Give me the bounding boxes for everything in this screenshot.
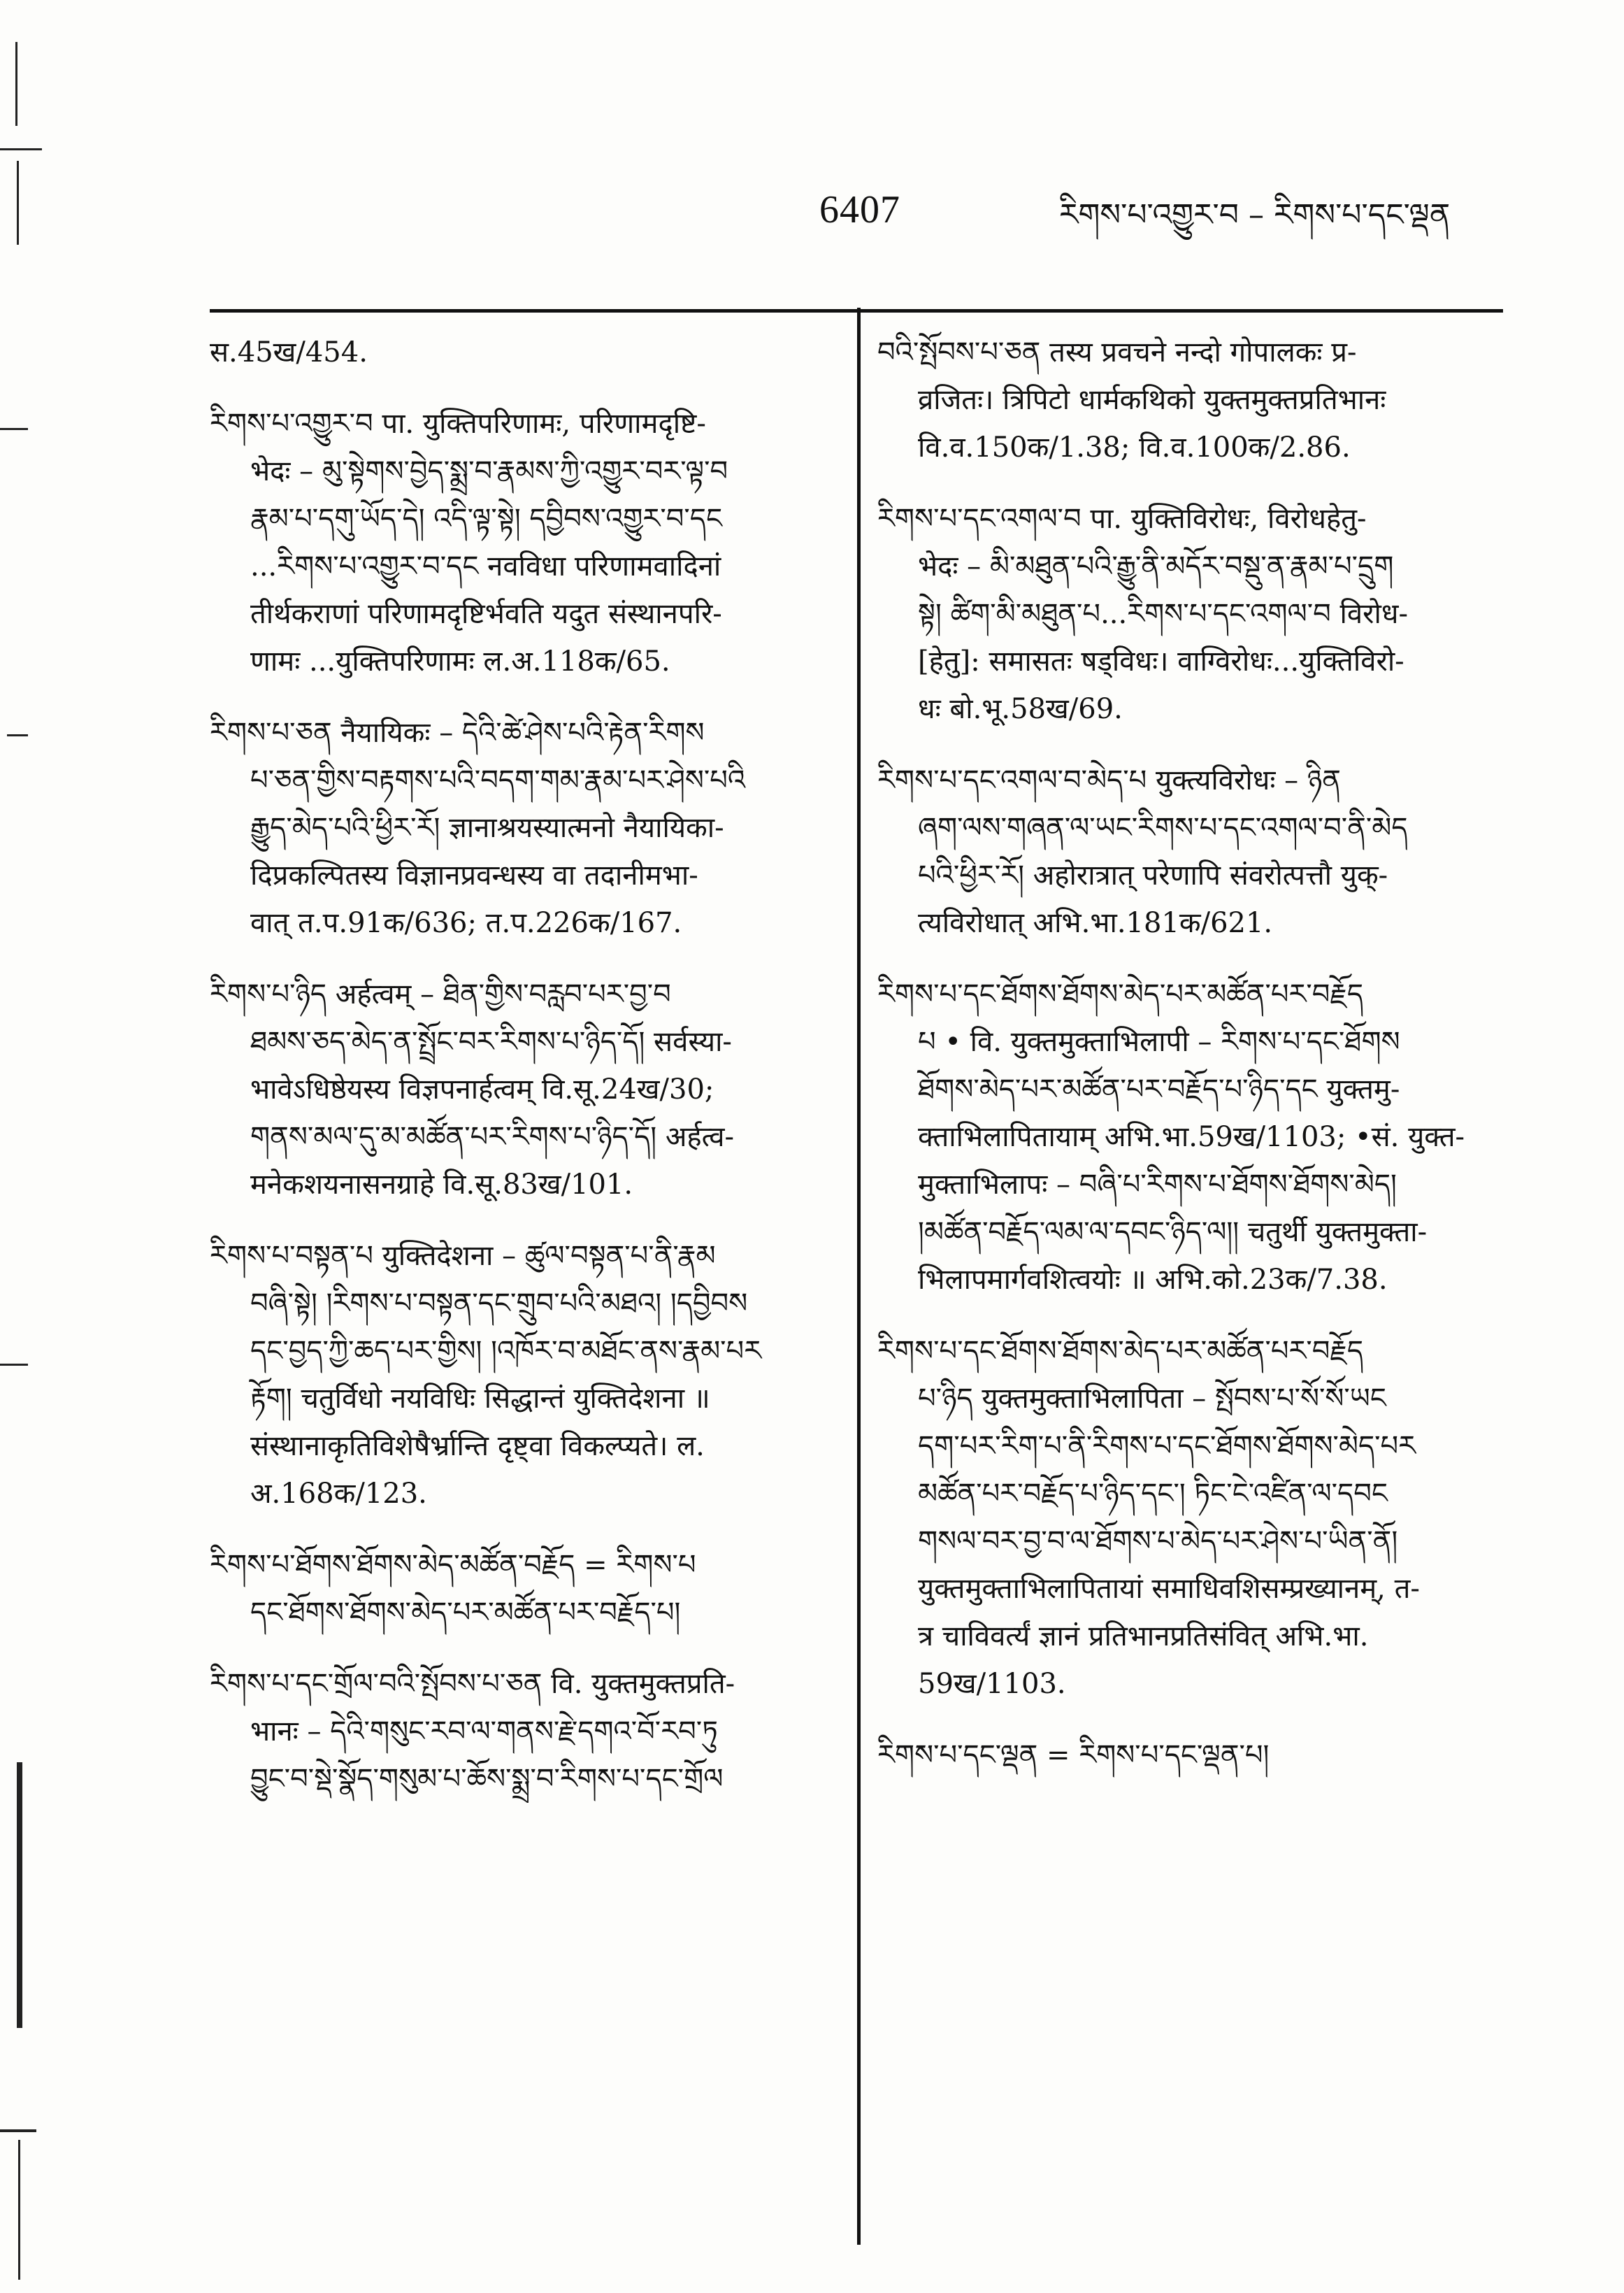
entry-text-line: །མཚོན་བརྗོད་ལམ་ལ་དབང་ཉིད་ལ།། चतुर्थी युक्तमुक्ता-	[918, 1216, 1428, 1248]
entry-text-line: རྣམ་པ་དགུ་ཡོད་དེ། འདི་ལྟ་སྟེ། དབྱིབས་འགྱུར་བ་དང	[250, 503, 723, 535]
entry-text-line: 59ख/1103.	[918, 1668, 1066, 1700]
entry-text-line: भानः – དེའི་གསུང་རབ་ལ་གནས་རྗེ་དགའ་བོ་རབ་ཏུ	[250, 1715, 718, 1748]
entry-text-line: པ • वि. युक्तमुक्ताभिलापी – རིགས་པ་དང་ཐོགས	[918, 1026, 1400, 1058]
entry-text-line: རྒྱུད་མེད་པའི་ཕྱིར་རོ། ज्ञानाश्रयस्यात्मनो नैयायिका-	[250, 812, 724, 844]
entry-headword-line: རིགས་པ་ཐོགས་ཐོགས་མེད་མཚོན་བརྗོད = རིགས་པ	[210, 1549, 696, 1581]
entry-text-line: སྟེ། ཚིག་མི་མཐུན་པ...རིགས་པ་དང་འགལ་བ विरोध-	[918, 598, 1408, 630]
entry-headword-line: རིགས་པ་བསྟན་པ युक्तिदेशना – ཚུལ་བསྟན་པ་ནི་རྣམ	[210, 1240, 716, 1272]
entry-text-line: क्ताभिलापितायाम् अभि.भा.59ख/1103; •सं. युक्त-	[918, 1121, 1465, 1153]
entry-text-line: མཚོན་པར་བརྗོད་པ་ཉིད་དང་། ཏིང་ངེ་འཛིན་ལ་དབང	[918, 1478, 1388, 1510]
column-divider	[857, 308, 861, 2245]
dictionary-entry	[210, 1541, 842, 1636]
entry-text-line: ཐམས་ཅད་མེད་ན་སྤྲོང་བར་རིགས་པ་ཉིད་དོ། सर्वस्या-	[250, 1026, 732, 1058]
entry-text-line: भेदः – མུ་སྟེགས་བྱེད་སྨྲ་བ་རྣམས་ཀྱི་འགྱུར་བར་ལྟ་བ	[250, 455, 728, 487]
page-number: 6407	[819, 188, 900, 231]
entry-text-line: संस्थानाकृतिविशेषैर्भ्रान्ति दृष्ट्वा विकल्प्यते। ल.	[250, 1430, 705, 1462]
entry-text-line: དང་ཐོགས་ཐོགས་མེད་པར་མཚོན་པར་བརྗོད་པ།	[250, 1596, 681, 1629]
entry-headword-line: རིགས་པ་དང་ཐོགས་ཐོགས་མེད་པར་མཚོན་པར་བརྗོད	[877, 978, 1363, 1010]
header-rule	[210, 309, 1503, 313]
scan-edge-tick	[0, 428, 28, 430]
entry-text-line: त्यविरोधात् अभि.भा.181क/621.	[918, 907, 1273, 939]
entry-headword-line: རིགས་པ་དང་གྲོལ་བའི་སྤོབས་པ་ཅན वि. युक्तमुक्तप्रति-	[210, 1668, 735, 1700]
entry-headword-line: རིགས་པ་དང་ཐོགས་ཐོགས་མེད་པར་མཚོན་པར་བརྗོད	[877, 1335, 1363, 1367]
entry-text-line: དག་པར་རིག་པ་ནི་རིགས་པ་དང་ཐོགས་ཐོགས་མེད་པར	[918, 1430, 1416, 1462]
dictionary-entry	[877, 757, 1507, 947]
entry-text-line: तीर्थकराणां परिणामदृष्टिर्भवति यदुत संस्थानपरि-	[250, 598, 722, 630]
dictionary-entry	[877, 1731, 1507, 1779]
entry-text-line: भेदः – མི་མཐུན་པའི་རྒྱུ་ནི་མདོར་བསྡུ་ན་རྣམ་པ་དྲུག	[918, 550, 1394, 583]
entry-text-line: मुक्ताभिलापः – བཞི་པ་རིགས་པ་ཐོགས་ཐོགས་མེད།	[918, 1169, 1397, 1201]
scan-edge-tick	[0, 2129, 36, 2132]
entry-headword-line: རིགས་པ་དང་འགལ་བ་མེད་པ युक्त्यविरोधः – ཉིན	[877, 764, 1341, 797]
entry-text-line: भिलापमार्गवशित्वयोः ॥ अभि.को.23क/7.38.	[918, 1264, 1388, 1296]
entry-headword-line: རིགས་པ་ཉིད अर्हत्वम् – ཐིན་གྱིས་བརླབ་པར་བྱ་བ	[210, 978, 671, 1010]
entry-text-line: ཞག་ལས་གཞན་ལ་ཡང་རིགས་པ་དང་འགལ་བ་ནི་མེད	[918, 812, 1408, 844]
entry-text-line: གསལ་བར་བྱ་བ་ལ་ཐོགས་པ་མེད་པར་ཤེས་པ་ཡིན་ནོ།	[918, 1525, 1398, 1557]
scan-edge-bar	[17, 1762, 22, 2028]
dictionary-entry	[210, 1660, 842, 1803]
entry-text-line: णामः ...युक्तिपरिणामः ल.अ.118क/65.	[250, 645, 670, 678]
entry-text-line: युक्तमुक्ताभिलापितायां समाधिवशिसम्प्रख्यानम्, त-	[918, 1573, 1420, 1605]
entry-text-line: ཐོགས་མེད་པར་མཚོན་པར་བརྗོད་པ་ཉིད་དང युक्तमु-	[918, 1073, 1400, 1106]
scan-edge-tick	[0, 1364, 28, 1366]
dictionary-entry	[210, 971, 842, 1208]
entry-text-line: གནས་མལ་དུ་མ་མཚོན་པར་རིགས་པ་ཉིད་དོ། अर्हत्व-	[250, 1121, 734, 1153]
scan-edge-line	[15, 42, 17, 126]
entry-text-line: ...རིགས་པ་འགྱུར་བ་དང नवविधा परिणामवादिनां	[250, 550, 721, 583]
entry-text-line: [हेतु]: समासतः षड्विधः। वाग्विरोधः...युक्तिविरो-	[918, 645, 1404, 678]
entry-text-line: वि.व.150क/1.38; वि.व.100क/2.86.	[918, 431, 1351, 464]
dictionary-entry	[210, 1232, 842, 1517]
dictionary-entry	[877, 495, 1507, 733]
entry-headword-line: རིགས་པ་དང་ལྡན = རིགས་པ་དང་ལྡན་པ།	[877, 1739, 1270, 1771]
entry-text-line: भावेऽधिष्ठेयस्य विज्ञपनार्हत्वम् वि.सू.24ख/30;	[250, 1073, 714, 1106]
entry-text-line: པ་ཅན་གྱིས་བརྟགས་པའི་བདག་གམ་རྣམ་པར་ཤེས་པའི	[250, 764, 746, 797]
entry-headword-line: རིགས་པ་ཅན नैयायिकः – དེའི་ཚེ་ཤེས་པའི་རྟེན་རིགས	[210, 717, 705, 749]
entry-text-line: བྱུང་བ་སྡེ་སྣོད་གསུམ་པ་ཆོས་སྨྲ་བ་རིགས་པ་དང་གྲོལ	[250, 1763, 724, 1795]
entry-text-line: व्रजितः। त्रिपिटो धार्मकथिको युक्तमुक्तप्रतिभानः	[918, 384, 1386, 416]
entry-headword-line: རིགས་པ་དང་འགལ་བ पा. युक्तिविरोधः, विरोधहेतु-	[877, 503, 1367, 535]
dictionary-entry	[877, 1327, 1507, 1708]
dictionary-entry	[877, 971, 1507, 1303]
entry-text-line: དང་བྱད་ཀྱི་ཆད་པར་གྱིས། །འཁོར་བ་མཐོང་ནས་རྣམ་པར	[250, 1335, 762, 1367]
dictionary-entry	[210, 709, 842, 947]
entry-headword-line: स.45ख/454.	[210, 336, 368, 369]
entry-headword-line: རིགས་པ་འགྱུར་བ पा. युक्तिपरिणामः, परिणामदृष्टि-	[210, 408, 706, 440]
entry-text-line: धः बो.भू.58ख/69.	[918, 693, 1123, 725]
scan-edge-tick	[0, 148, 42, 150]
entry-text-line: པ་ཉིད युक्तमुक्ताभिलापिता – སྤོབས་པ་སོ་སོ་ཡང	[918, 1383, 1386, 1415]
entry-text-line: अ.168क/123.	[250, 1478, 427, 1510]
dictionary-entry	[210, 329, 842, 376]
right-column	[877, 329, 1507, 1803]
scan-edge-line	[17, 161, 19, 245]
entry-text-line: རྟོག། चतुर्विधो नयविधिः सिद्धान्तं युक्तिदेशना ॥	[250, 1383, 710, 1415]
dictionary-entry	[210, 400, 842, 685]
entry-text-line: मनेकशयनासनग्राहे वि.सू.83ख/101.	[250, 1169, 633, 1201]
entry-headword-line: བའི་སྤོབས་པ་ཅན तस्य प्रवचने नन्दो गोपालकः प्र-	[877, 336, 1357, 369]
dictionary-entry	[877, 329, 1507, 471]
header-entry-range: རིགས་པ་འགྱུར་བ – རིགས་པ་དང་ལྡན	[1059, 197, 1451, 233]
entry-text-line: པའི་ཕྱིར་རོ། अहोरात्रात् परेणापि संवरोत्पत्तौ युक्-	[918, 859, 1388, 892]
entry-text-line: བཞི་སྟེ། །རིགས་པ་བསྟན་དང་གྲུབ་པའི་མཐའ། །དབྱིབས	[250, 1287, 748, 1320]
scan-edge-line	[18, 2140, 20, 2280]
entry-text-line: दिप्रकल्पितस्य विज्ञानप्रवन्धस्य वा तदानीमभा-	[250, 859, 698, 892]
scan-edge-tick	[7, 734, 28, 736]
entry-text-line: त्र चाविवर्त्यं ज्ञानं प्रतिभानप्रतिसंवित् अभि.भा.	[918, 1620, 1369, 1652]
left-column	[210, 329, 842, 1827]
entry-text-line: वात् त.प.91क/636; त.प.226क/167.	[250, 907, 682, 939]
